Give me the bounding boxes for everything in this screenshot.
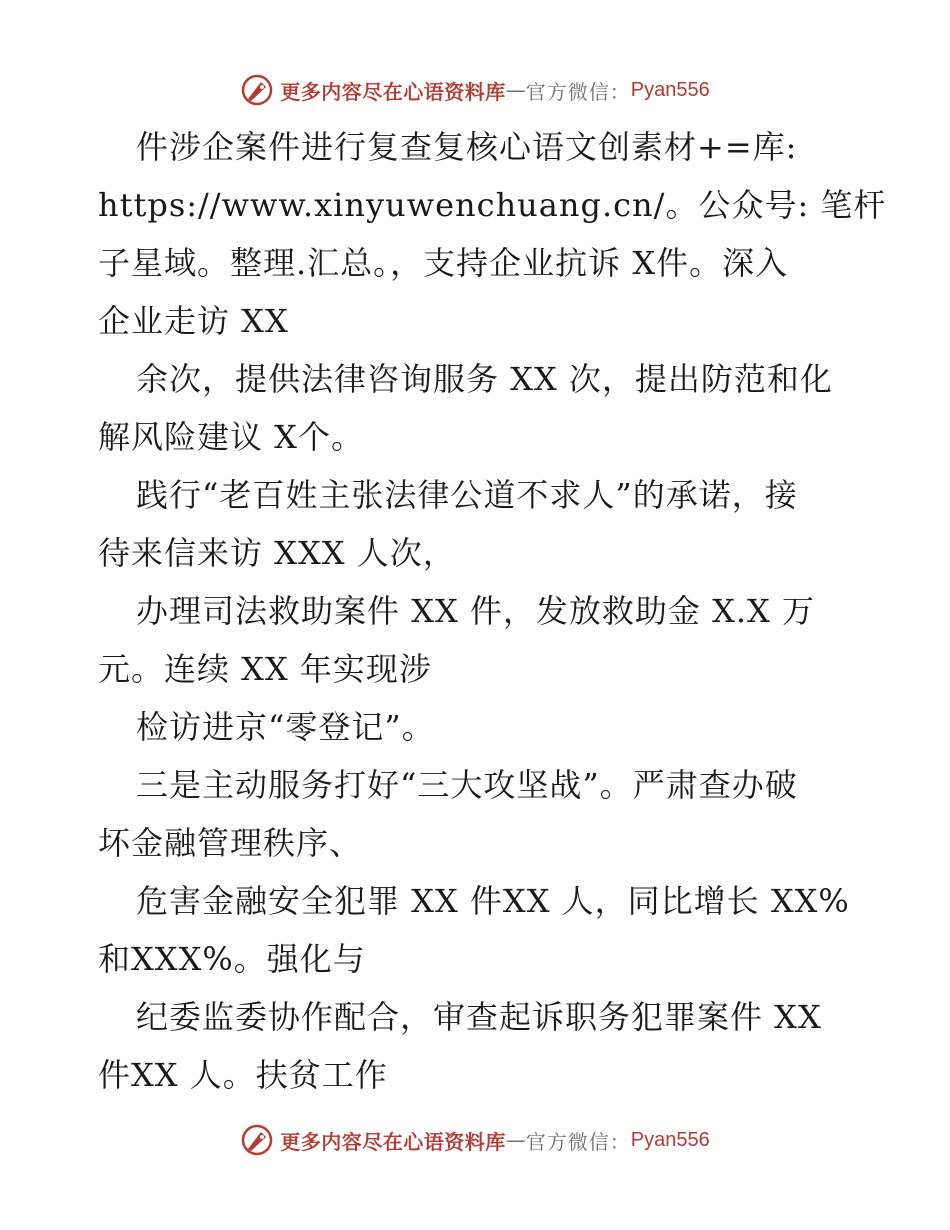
text-line: 检访进京“零登记”。 [136, 708, 435, 746]
text-line: 企业走访 XX [98, 302, 289, 340]
footer-banner [0, 1120, 950, 1160]
banner-site-text: 更多内容尽在心语资料库 [280, 79, 506, 104]
banner-official-label: 官方微信： [525, 1129, 631, 1154]
text-line: 办理司法救助案件 XX 件，发放救助金 X.X 万 [136, 592, 815, 630]
text-line: 践行“老百姓主张法律公道不求人”的承诺，接 [136, 476, 798, 514]
banner-official-label: 官方微信： [525, 79, 631, 104]
text-line: 余次，提供法律咨询服务 XX 次，提出防范和化 [136, 360, 833, 398]
text-line: https://www.xinyuwenchuang.cn/。公众号: 笔杆 [98, 186, 887, 224]
banner-site-text: 更多内容尽在心语资料库 [280, 1129, 506, 1154]
text-line: 解风险建议 X个。 [98, 418, 364, 456]
document-body [98, 118, 887, 1104]
text-line: 和XXX%。强化与 [98, 940, 366, 978]
text-line: 坏金融管理秩序、 [98, 824, 363, 862]
banner-wechat-id: Pyan556 [630, 78, 710, 101]
text-line: 待来信来访 XXX 人次， [98, 534, 456, 572]
banner-separator: — [505, 78, 526, 102]
pen-nib-logo-icon [240, 73, 274, 107]
text-line: 元。连续 XX 年实现涉 [98, 650, 432, 688]
header-banner [0, 70, 950, 110]
banner-wechat-id: Pyan556 [630, 1128, 710, 1151]
text-line: 危害金融安全犯罪 XX 件XX 人，同比增长 XX% [136, 882, 850, 920]
text-line: 三是主动服务打好“三大攻坚战”。严肃查办破 [136, 766, 798, 804]
banner-separator: — [505, 1128, 526, 1152]
text-line: 纪委监委协作配合，审查起诉职务犯罪案件 XX [136, 998, 822, 1036]
text-line: 子星域。整理.汇总。，支持企业抗诉 X件。深入 [98, 244, 789, 282]
text-line: 件涉企案件进行复查复核心语文创素材+=库: [136, 128, 798, 166]
text-line: 件XX 人。扶贫工作 [98, 1056, 388, 1094]
pen-nib-logo-icon [240, 1123, 274, 1157]
